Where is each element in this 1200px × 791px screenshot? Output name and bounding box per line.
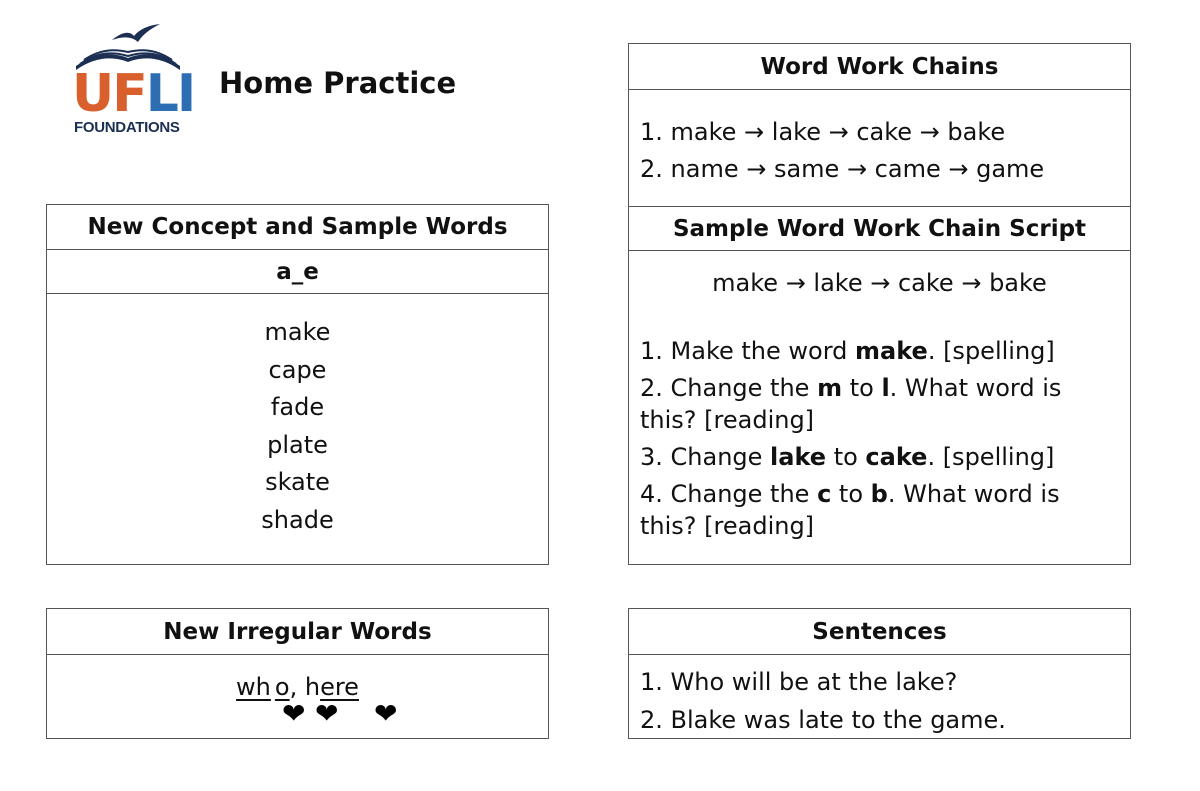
list-item: 1. Who will be at the lake? xyxy=(640,668,958,696)
sentences-heading: Sentences xyxy=(629,609,1130,655)
list-item: 2. Blake was late to the game. xyxy=(640,706,1006,734)
list-item: plate xyxy=(267,430,328,459)
list-item: 1. make → lake → cake → bake xyxy=(640,118,1006,146)
list-item: 3. Change lake to cake. [spelling] xyxy=(640,443,1055,471)
heart-icon: ❤ xyxy=(282,697,306,730)
irregular-heading: New Irregular Words xyxy=(47,609,548,655)
irregular-words-box xyxy=(46,608,549,739)
new-concept-box xyxy=(46,204,549,565)
sentence-list xyxy=(629,655,1130,739)
script-chain: make → lake → cake → bake xyxy=(712,269,1047,297)
new-concept-heading: New Concept and Sample Words xyxy=(47,205,548,250)
word-work-box xyxy=(628,43,1131,565)
heart-icon: ❤ xyxy=(315,697,339,730)
sample-word-list xyxy=(47,294,548,539)
ufli-logo xyxy=(72,22,195,140)
logo-subtitle: FOUNDATIONS xyxy=(74,119,180,136)
chain-list xyxy=(629,90,1130,206)
irregular-word-here-part1: h xyxy=(304,673,321,701)
list-item: fade xyxy=(270,393,325,421)
list-item: make xyxy=(264,318,331,346)
irregular-content xyxy=(47,655,548,738)
irregular-word-who-part1: wh xyxy=(236,673,271,701)
heart-markers xyxy=(47,697,548,730)
list-item: skate xyxy=(265,468,330,496)
sentences-box xyxy=(628,608,1131,739)
script-heading: Sample Word Work Chain Script xyxy=(629,206,1130,251)
list-item: shade xyxy=(261,505,334,534)
irregular-word-here-part2: ere xyxy=(320,673,359,701)
logo-letters: UFLI xyxy=(72,64,195,124)
heart-icon: ❤ xyxy=(374,697,398,730)
irregular-word-who-part2: o xyxy=(274,673,290,701)
list-item: 4. Change the c to b. What word is this? [reading] xyxy=(640,480,1060,540)
list-item: 2. name → same → came → game xyxy=(640,155,1045,183)
pattern-heading: a_e xyxy=(47,250,548,294)
list-item: cape xyxy=(268,355,327,384)
page-title: Home Practice xyxy=(219,66,457,100)
list-item: 1. Make the word make. [spelling] xyxy=(640,337,1055,365)
script-steps xyxy=(629,297,1130,542)
word-work-heading: Word Work Chains xyxy=(629,44,1130,90)
word-separator: , xyxy=(289,673,298,701)
list-item: 2. Change the m to l. What word is this? [reading] xyxy=(640,374,1062,434)
